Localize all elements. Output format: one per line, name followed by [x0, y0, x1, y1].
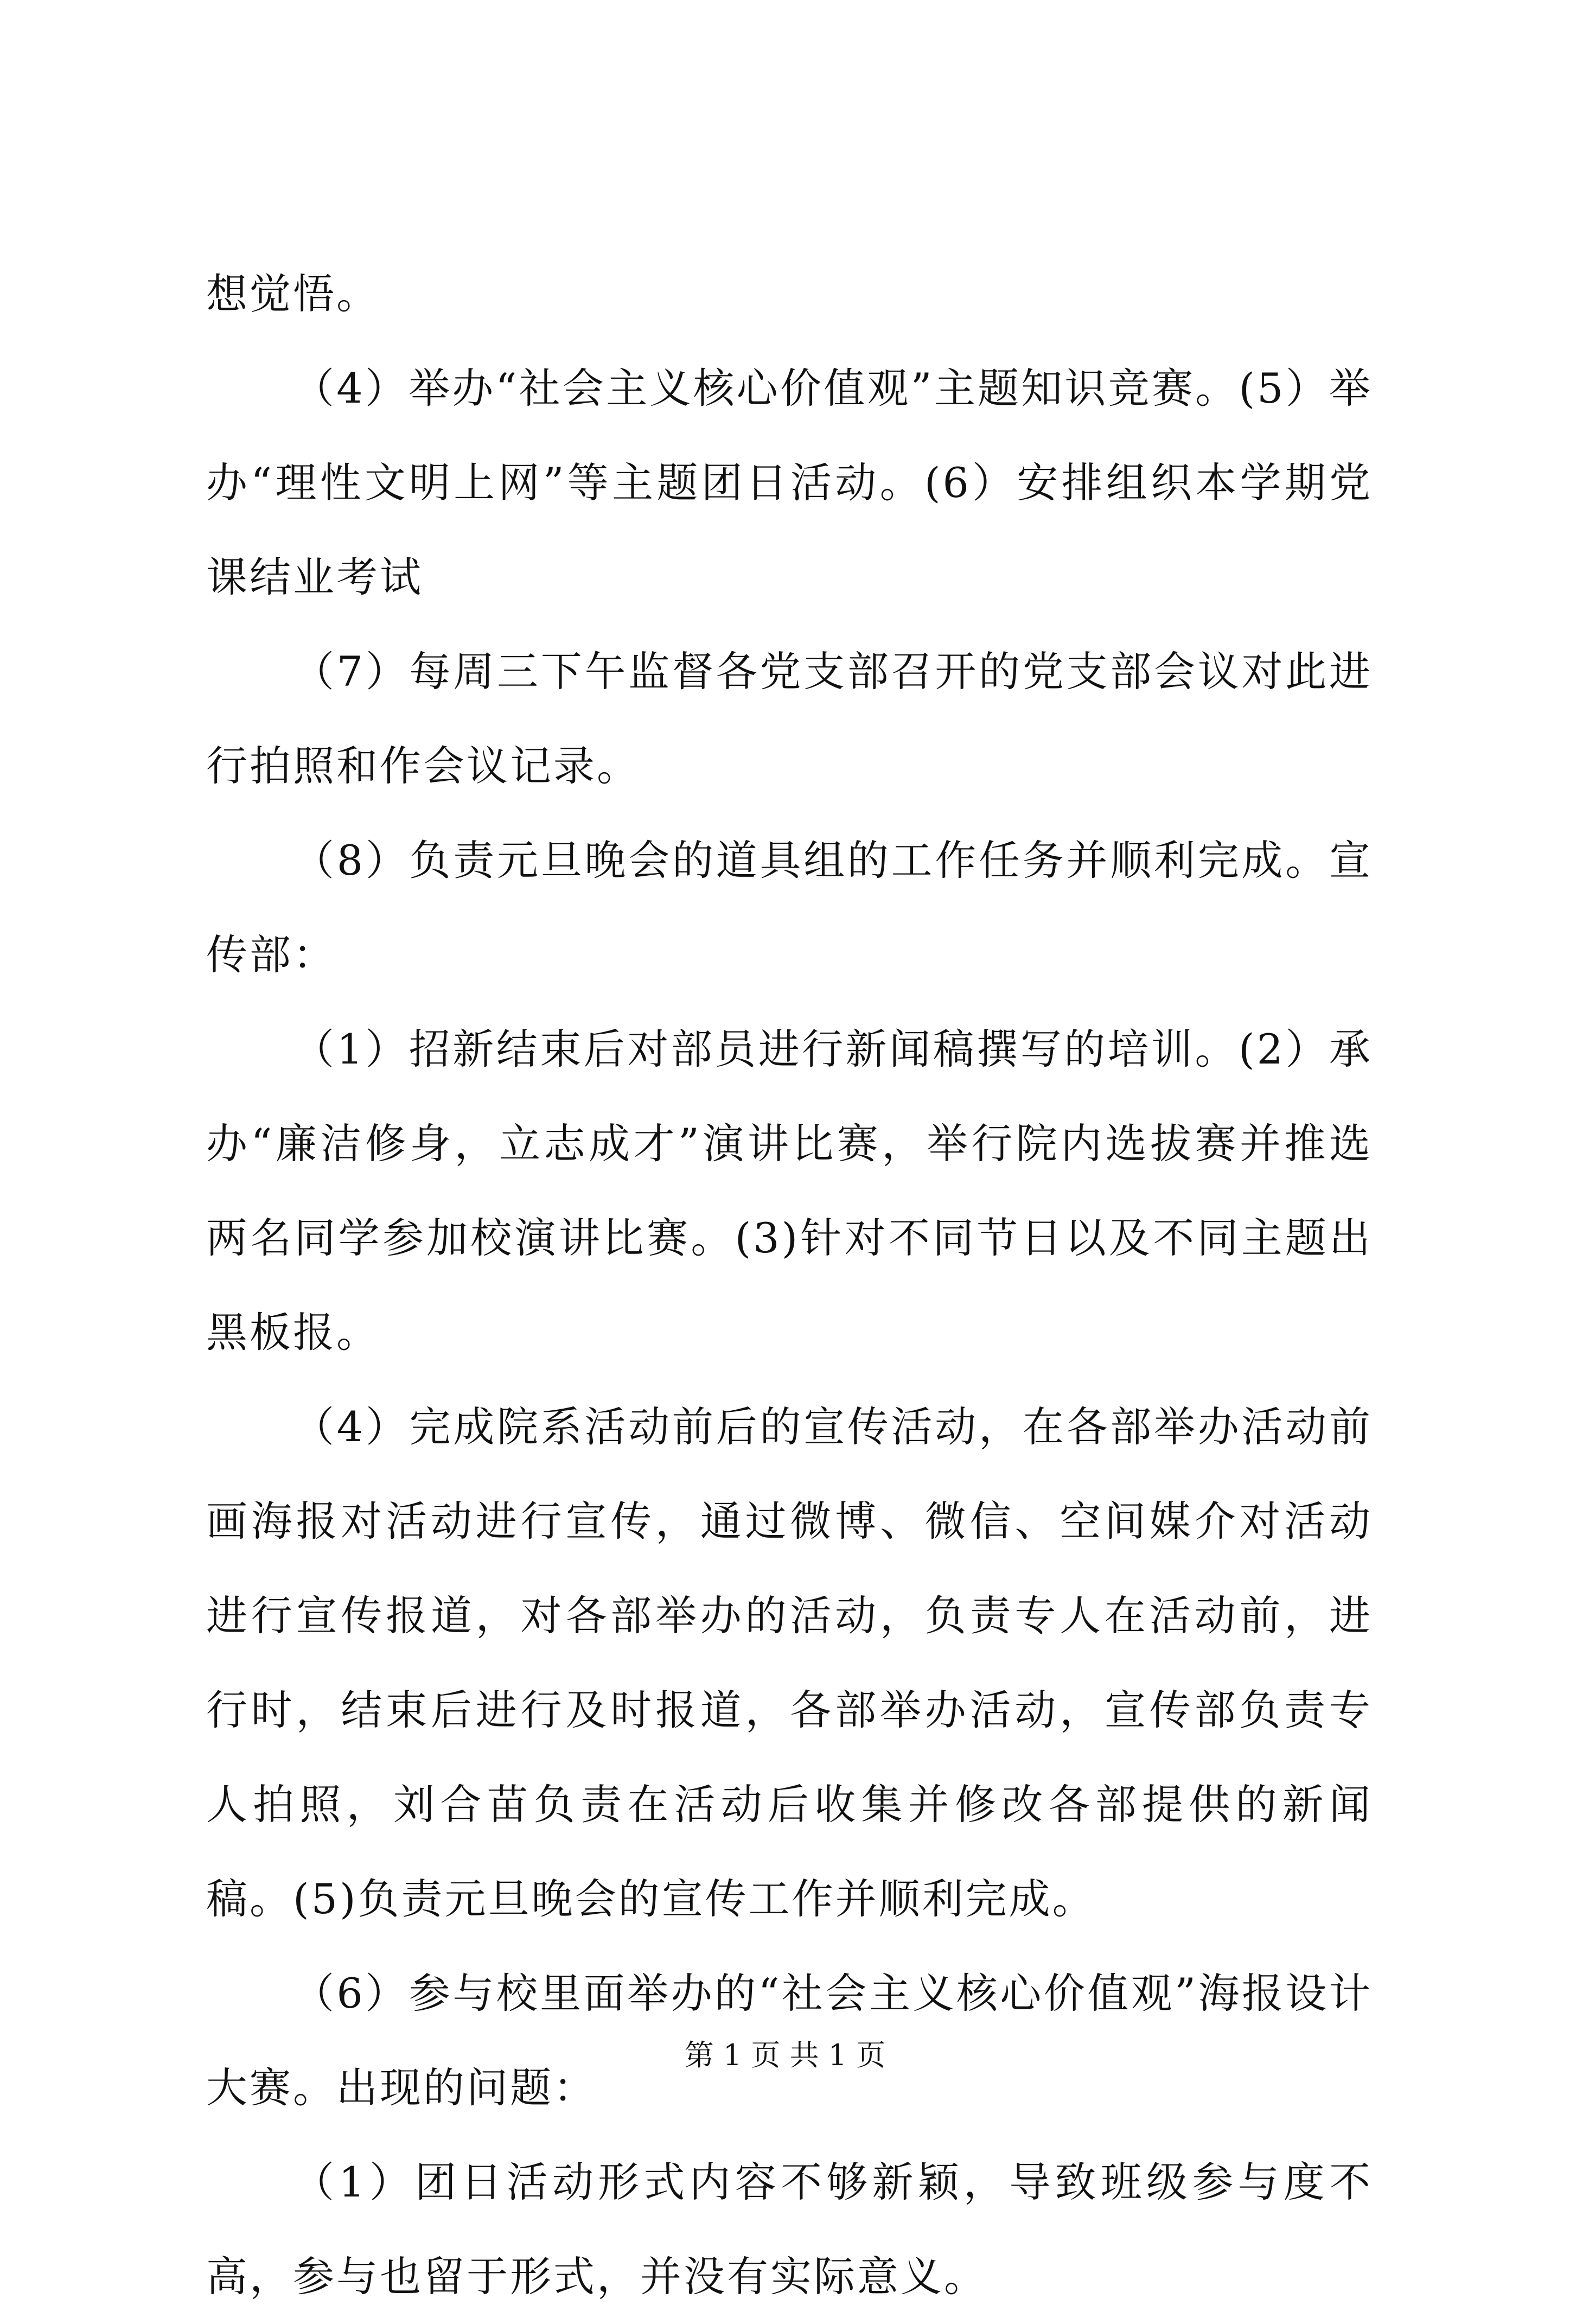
document-body	[206, 247, 1373, 2324]
paragraph-publicity-4: （4）完成院系活动前后的宣传活动，在各部举办活动前画海报对活动进行宣传，通过微博、微信、空间媒介对活动进行宣传报道，对各部举办的活动，负责专人在活动前，进行时，结束后进行及时报道，各部举办活动，宣传部负责专人拍照，刘合苗负责在活动后收集并修改各部提供的新闻稿。(5)负责元旦晚会的宣传工作并顺利完成。	[206, 1403, 1373, 1923]
paragraph-publicity-1: （1）招新结束后对部员进行新闻稿撰写的培训。(2）承办“廉洁修身，立志成才”演讲比赛，举行院内选拔赛并推选两名同学参加校演讲比赛。(3)针对不同节日以及不同主题出黑板报。	[206, 1025, 1373, 1357]
paragraph-publicity-6: （6）参与校里面举办的“社会主义核心价值观”海报设计大赛。出现的问题：	[206, 1969, 1373, 2112]
paragraph-item-4: （4）举办“社会主义核心价值观”主题知识竞赛。(5）举办“理性文明上网”等主题团日活动。(6）安排组织本学期党课结业考试	[206, 364, 1373, 601]
page-footer: 第 1 页 共 1 页	[684, 2038, 886, 2072]
paragraph-continuation: 想觉悟。	[206, 270, 380, 318]
paragraph-item-8: （8）负责元旦晚会的道具组的工作任务并顺利完成。宣传部：	[206, 836, 1373, 979]
paragraph-item-7: （7）每周三下午监督各党支部召开的党支部会议对此进行拍照和作会议记录。	[206, 647, 1373, 790]
paragraph-problem-1: （1）团日活动形式内容不够新颖，导致班级参与度不高，参与也留于形式，并没有实际意义。	[206, 2158, 1373, 2301]
